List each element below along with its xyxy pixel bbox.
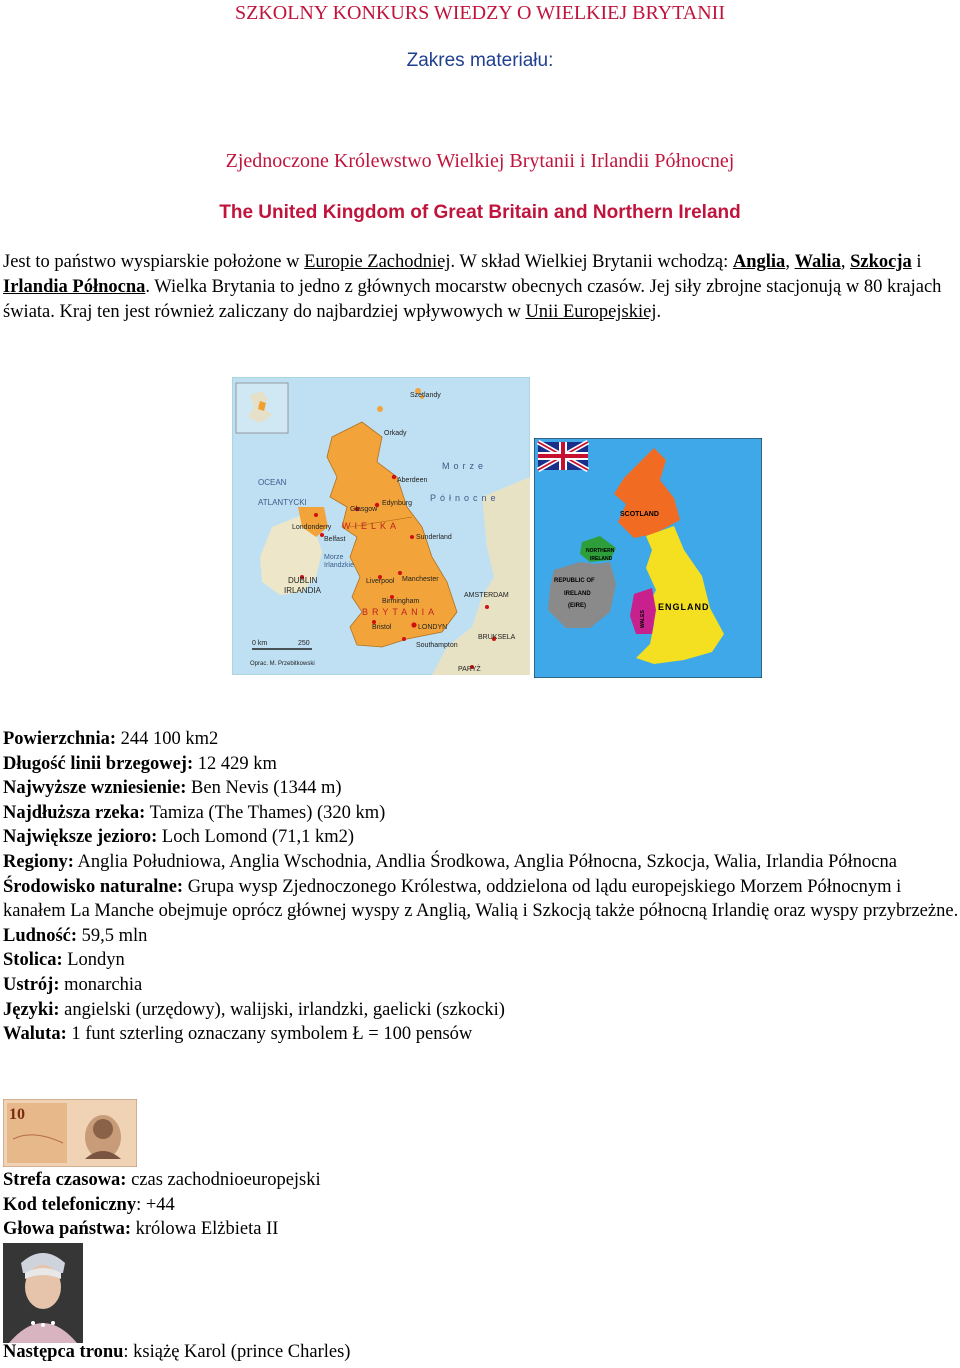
fact-row: [3, 850, 959, 875]
map-label: Bristol: [372, 624, 392, 631]
fact-value: : +44: [136, 1194, 175, 1215]
intro-text: ,: [840, 252, 851, 272]
map-label: Irlandzkie: [324, 562, 354, 569]
fact-value: angielski (urzędowy), walijski, irlandzki, gaelicki (szkocki): [59, 999, 505, 1020]
union-jack-icon: [538, 442, 588, 470]
fact-row: [3, 1168, 959, 1193]
link-walia[interactable]: Walia: [794, 252, 841, 272]
fact-value: monarchia: [59, 974, 143, 995]
fact-row: [3, 998, 959, 1023]
page-subtitle: Zakres materiału:: [406, 50, 554, 71]
facts-list-2: [3, 1168, 959, 1242]
fact-value: Ben Nevis (1344 m): [186, 778, 342, 799]
map-label: Morze: [324, 554, 344, 561]
fact-label: Największe jezioro:: [3, 827, 158, 848]
map-label: Southampton: [416, 642, 458, 649]
map-label: 250: [298, 640, 310, 647]
intro-text: Jest to państwo wyspiarskie położone w: [3, 252, 305, 272]
map-label: WALES: [640, 610, 646, 628]
fact-label: Kod telefoniczny: [3, 1194, 137, 1215]
fact-label: Regiony:: [3, 851, 74, 872]
link-szkocja[interactable]: Szkocja: [850, 252, 912, 272]
fact-label: Środowisko naturalne:: [3, 876, 184, 897]
map-label: ENGLAND: [658, 602, 710, 612]
link-eu[interactable]: Unii Europejskiej: [525, 302, 657, 322]
fact-value: 59,5 mln: [77, 925, 148, 946]
fact-value: królowa Elżbieta II: [130, 1219, 279, 1240]
fact-value: 1 funt szterling oznaczany symbolem Ł = 100 pensów: [66, 1024, 473, 1045]
map-label: LONDYN: [418, 624, 448, 631]
fact-label: Następca tronu: [3, 1342, 124, 1362]
fact-row: [3, 727, 959, 752]
fact-value: czas zachodnioeuropejski: [126, 1170, 321, 1190]
fact-label: Ludność:: [3, 925, 78, 946]
fact-value: Loch Lomond (71,1 km2): [157, 827, 355, 848]
fact-label: Głowa państwa:: [3, 1219, 131, 1240]
map-label: NORTHERN: [586, 548, 615, 554]
fact-label: Najwyższe wzniesienie:: [3, 778, 187, 799]
fact-row: [3, 1022, 959, 1047]
map-label: Sunderland: [416, 534, 452, 541]
map-label: Szetlandy: [410, 392, 441, 399]
map-label: 0 km: [252, 640, 268, 647]
ten-pound-banknote-image: [3, 1099, 137, 1167]
map-label: Londonderry: [292, 524, 332, 531]
intro-text: . W skład Wielkiej Brytanii wchodzą:: [450, 252, 733, 272]
map-label: Edynburg: [382, 500, 412, 507]
facts-list: [3, 727, 959, 1047]
fact-row: [3, 752, 959, 777]
map-label: Birmingham: [382, 598, 420, 605]
fact-row: [3, 801, 959, 826]
fact-value: Anglia Południowa, Anglia Wschodnia, Andlia Środkowa, Anglia Północna, Szkocja, Walia, Irlandia Północna: [73, 851, 897, 872]
map-label: OCEAN: [258, 478, 287, 487]
link-irlandia[interactable]: Irlandia Północna: [3, 277, 146, 297]
fact-row: [3, 924, 959, 949]
uk-regions-map: [534, 438, 762, 678]
intro-text: .: [656, 302, 662, 322]
map-label: Belfast: [324, 536, 346, 543]
map-label: IRELAND: [590, 556, 613, 562]
map-label: IRELAND: [564, 591, 591, 597]
successor-line: [3, 1342, 350, 1363]
uk-political-map: [232, 377, 530, 675]
fact-value: Londyn: [62, 950, 125, 971]
fact-row: [3, 875, 959, 924]
map-label: Orkady: [384, 430, 407, 437]
fact-value: 12 429 km: [193, 753, 277, 774]
fact-label: Waluta:: [3, 1024, 67, 1045]
map-label: Manchester: [402, 576, 439, 583]
intro-text: . Wielka Brytania to jedno z głównych mocarstw obecnych czasów. Jej siły zbrojne stacjonują w 80 krajach świata. Kraj ten jest również zaliczany do najbardziej wpływowych w: [3, 277, 942, 322]
map-label: AMSTERDAM: [464, 592, 509, 599]
intro-text: ,: [785, 252, 795, 272]
map-label: (EIRE): [568, 603, 586, 609]
map-label: BRUKSELA: [478, 634, 516, 641]
map-label: Oprac. M. Przebitkowski: [250, 661, 315, 667]
map-label: DUBLIN: [288, 576, 318, 585]
fact-value: Tamiza (The Thames) (320 km): [145, 802, 386, 823]
fact-value: : książę Karol (prince Charles): [123, 1342, 351, 1362]
intro-paragraph: [3, 250, 959, 325]
intro-text: i: [911, 252, 922, 272]
fact-row: [3, 948, 959, 973]
fact-label: Strefa czasowa:: [3, 1170, 127, 1190]
fact-row: [3, 1193, 959, 1218]
page-title: SZKOLNY KONKURS WIEDZY O WIELKIEJ BRYTANII: [234, 2, 726, 24]
fact-label: Stolica:: [3, 950, 63, 971]
map-label: REPUBLIC OF: [554, 578, 595, 584]
fact-label: Najdłuższa rzeka:: [3, 802, 146, 823]
banknote-denomination: 10: [9, 1106, 25, 1123]
map-label: IRLANDIA: [284, 586, 321, 595]
country-name-pl: Zjednoczone Królewstwo Wielkiej Brytanii i Irlandii Północnej: [225, 150, 735, 172]
map-label: Morze: [442, 461, 488, 471]
map-label: ATLANTYCKI: [258, 498, 307, 507]
fact-row: [3, 825, 959, 850]
country-name-en: The United Kingdom of Great Britain and Northern Ireland: [219, 202, 741, 223]
map-label: Glasgow: [350, 506, 378, 513]
link-europe-west[interactable]: Europie Zachodniej: [304, 252, 451, 272]
fact-label: Długość linii brzegowej:: [3, 753, 194, 774]
fact-label: Ustrój:: [3, 974, 60, 995]
map-label: Aberdeen: [397, 477, 428, 484]
fact-label: Języki:: [3, 999, 60, 1020]
fact-row: [3, 973, 959, 998]
queen-portrait-image: [3, 1243, 83, 1343]
fact-row: [3, 1217, 959, 1242]
map-label: WIELKA: [342, 521, 401, 531]
map-label: PARYŻ: [458, 666, 481, 673]
fact-label: Powierzchnia:: [3, 729, 117, 749]
fact-value: Grupa wysp Zjednoczonego Królestwa, oddzielona od lądu europejskiego Morzem Północnym i kanałem La Manche obejmuje oprócz głównej wyspy z Anglią, Walią i Szkocją także północną Irlandię oraz wyspy przybrzeżne.: [3, 876, 959, 922]
map-label: BRYTANIA: [362, 607, 439, 617]
fact-row: [3, 776, 959, 801]
link-anglia[interactable]: Anglia: [732, 252, 786, 272]
map-label: SCOTLAND: [620, 511, 659, 518]
fact-value: 244 100 km2: [116, 729, 219, 749]
map-label: Północne: [430, 493, 500, 503]
map-label: Liverpool: [366, 578, 395, 585]
